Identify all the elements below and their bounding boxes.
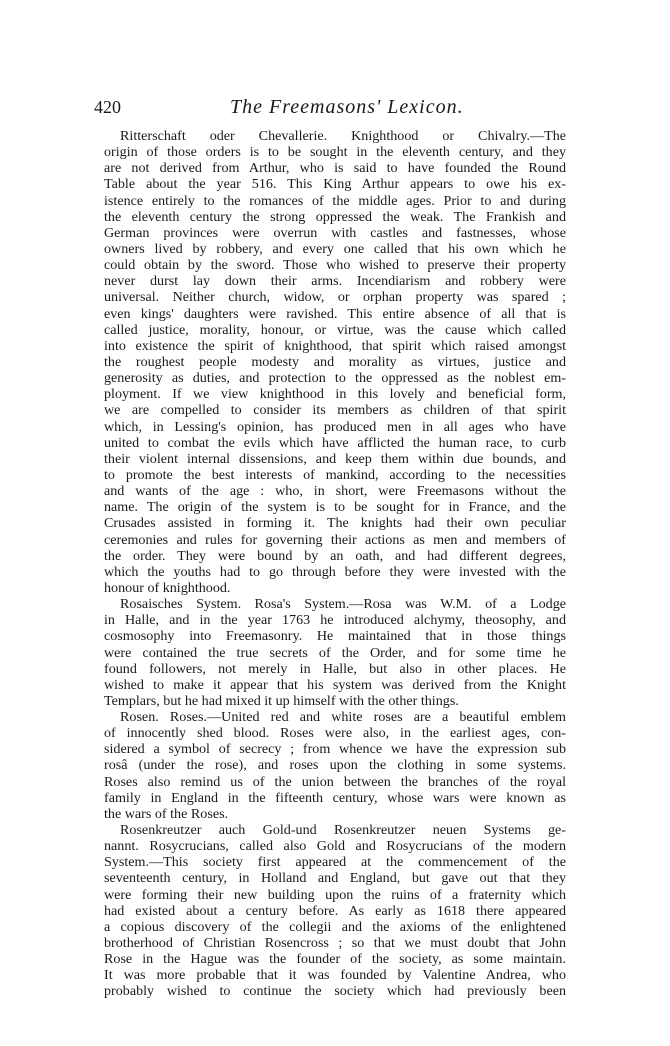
text-line: the wars of the Roses. <box>104 805 229 822</box>
text-line: could obtain by the sword. Those who wished to preserve their property <box>104 257 566 274</box>
running-title: The Freemasons' Lexicon. <box>230 96 464 118</box>
text-line: ployment. If we view knighthood in this lovely and beneficial form, <box>104 386 566 403</box>
text-line: rosâ (under the rose), and roses upon the clothing in some systems. <box>104 757 566 774</box>
text-line: the eleventh century the strong oppressed the weak. The Frankish and <box>104 208 566 225</box>
text-line: name. The origin of the system is to be sought for in France, and the <box>104 499 566 516</box>
text-line: Rosenkreutzer auch Gold-und Rosenkreutzer neuen Systems ge- <box>120 822 566 839</box>
text-line: of innocently shed blood. Roses were also, in the earliest ages, con- <box>104 725 566 742</box>
page-number: 420 <box>94 97 121 117</box>
text-line: German provinces were overrun with castles and fastnesses, whose <box>104 224 566 241</box>
text-line: istence entirely to the romances of the middle ages. Prior to and during <box>104 192 566 209</box>
text-line: to promote the best interests of mankind, according to the necessities <box>104 466 566 483</box>
text-line: are not derived from Arthur, who is said to have founded the Round <box>104 160 566 177</box>
text-line: seventeenth century, in Holland and England, but gave out that they <box>104 870 566 887</box>
text-line: which, in Lessing's opinion, has produced men in all ages who have <box>104 418 566 435</box>
text-line: origin of those orders is to be sought in the eleventh century, and they <box>104 144 566 161</box>
text-line: were forming their new building upon the ruins of a fraternity which <box>104 886 566 903</box>
text-line: owners lived by robbery, and every one called that his own which he <box>104 240 566 257</box>
text-line: which the youths had to go through before they were invested with the <box>104 563 566 580</box>
text-line: Roses also remind us of the union between the branches of the royal <box>104 773 566 790</box>
text-line: generosity as duties, and protection to the oppressed as the noblest em- <box>104 370 566 387</box>
text-line: Rosen. Roses.—United red and white roses are a beautiful emblem <box>120 709 566 726</box>
text-line: ceremonies and rules for governing their actions as men and members of <box>104 531 566 548</box>
text-line: united to combat the evils which have afflicted the human race, to curb <box>104 434 566 451</box>
text-line: universal. Neither church, widow, or orphan property was spared ; <box>104 289 566 306</box>
text-line: Ritterschaft oder Chevallerie. Knighthood or Chivalry.—The <box>120 128 566 144</box>
text-line: had existed about a century before. As early as 1618 there appeared <box>104 902 566 919</box>
text-line: honour of knighthood. <box>104 579 231 596</box>
text-line: their violent internal dissensions, and keep them within due bounds, and <box>104 450 566 467</box>
text-line: sidered a symbol of secrecy ; from whence we have the expression sub <box>104 741 566 758</box>
text-line: wished to make it appear that his system was derived from the Knight <box>104 676 566 693</box>
text-line: and wants of the age : who, in short, were Freemasons without the <box>104 483 566 500</box>
text-line: never durst lay down their arms. Incendiarism and robbery were <box>104 273 566 290</box>
text-line: Rosaisches System. Rosa's System.—Rosa was W.M. of a Lodge <box>120 596 566 613</box>
text-line: brotherhood of Christian Rosencross ; so that we must doubt that John <box>104 935 566 952</box>
text-line: a copious discovery of the collegii and the axioms of the enlightened <box>104 918 566 935</box>
text-line: family in England in the fifteenth century, whose wars were known as <box>104 789 566 806</box>
text-line: we are compelled to consider its members as children of that spirit <box>104 402 566 419</box>
text-line: called justice, morality, honour, or virtue, was the cause which called <box>104 321 566 338</box>
text-line: It was more probable that it was founded by Valentine Andrea, who <box>104 967 566 984</box>
text-line: in Halle, and in the year 1763 he introduced alchymy, theosophy, and <box>104 612 566 629</box>
text-line: Table about the year 516. This King Arthur appears to owe his ex- <box>104 176 566 193</box>
text-line: Crusades assisted in forming it. The knights had their own peculiar <box>104 515 566 532</box>
text-line: cosmosophy into Freemasonry. He maintained that in those things <box>104 628 566 645</box>
text-line: Rose in the Hague was the founder of the society, as some maintain. <box>104 951 566 968</box>
text-line: Templars, but he had mixed it up himself with the other things. <box>104 692 459 709</box>
page-header <box>94 94 574 120</box>
text-line: were contained the true secrets of the Order, and for some time he <box>104 644 566 661</box>
text-line: nannt. Rosycrucians, called also Gold and Rosycrucians of the modern <box>104 838 566 855</box>
text-line: into existence the spirit of knighthood, that spirit which raised amongst <box>104 337 566 354</box>
text-line: the order. They were bound by an oath, and had different degrees, <box>104 547 566 564</box>
text-line: found followers, not merely in Halle, but also in other places. He <box>104 660 566 677</box>
body-text <box>104 128 566 1000</box>
text-line: even kings' daughters were ravished. This entire absence of all that is <box>104 305 566 322</box>
text-line: the roughest people modesty and morality as virtues, justice and <box>104 353 566 370</box>
text-line: probably wished to continue the society which had previously been <box>104 983 566 1000</box>
text-line: System.—This society first appeared at the commencement of the <box>104 854 566 871</box>
